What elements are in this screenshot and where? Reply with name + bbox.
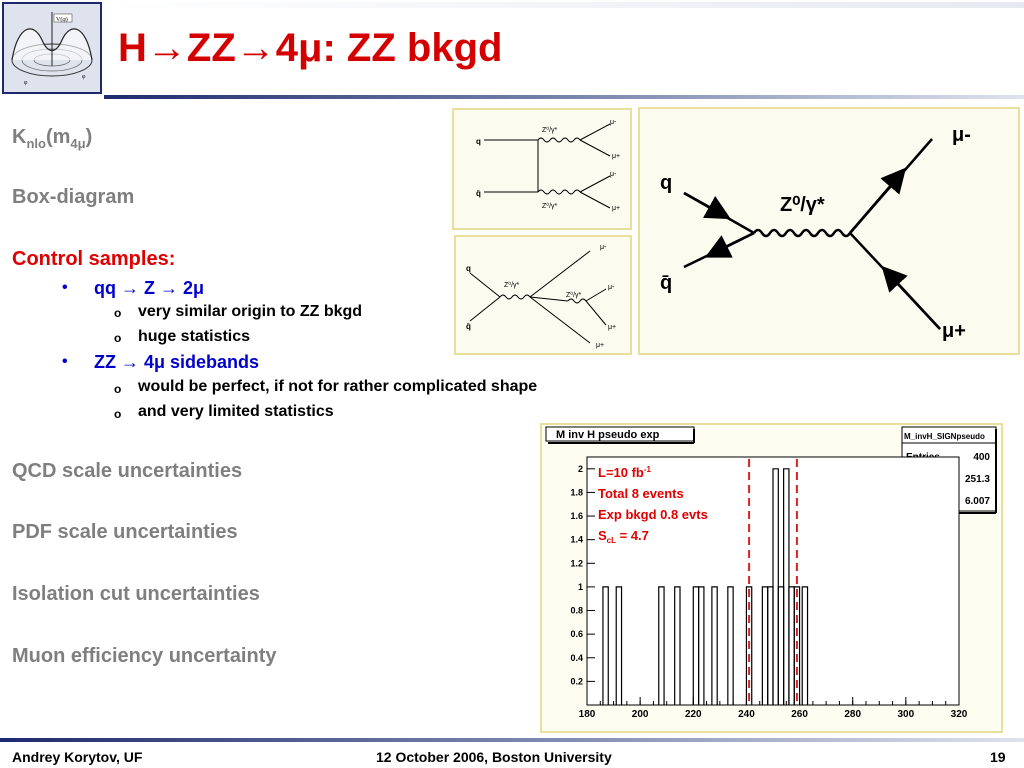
x-tick-label: 320 [950,709,968,720]
z-boson-label: Z⁰/γ* [566,292,582,299]
muon-plus-label: μ+ [942,320,966,342]
bullet-qq: qq → Z → 2μ [94,278,205,298]
footer-date: 12 October 2006, Boston University [376,749,612,765]
box-diagram-heading: Box-diagram [12,186,135,208]
quark-label: q [476,137,481,146]
chain-feynman-diagram [454,235,632,355]
qcd-heading: QCD scale uncertainties [12,460,243,482]
histogram-chart [542,425,1001,731]
muon-label: μ- [600,244,607,251]
control-samples-heading: Control samples: [12,248,176,270]
y-tick-label: 1 [577,581,583,592]
stats-value: 6.007 [964,496,990,507]
x-tick-label: 260 [791,709,808,720]
s-channel-feynman-diagram [638,107,1020,355]
bullet-qq-sub1: very similar origin to ZZ bkgd [138,303,363,320]
svg-text:φ: φ [82,74,86,80]
y-tick-label: 1.8 [570,487,583,498]
header-divider [104,95,1024,99]
muon-heading: Muon efficiency uncertainty [12,645,277,667]
bullet-zz-sub1: would be perfect, if not for rather complicated shape [138,378,538,395]
z-boson-label: Z⁰/γ* [780,194,825,216]
bullet-zz: ZZ → 4μ sidebands [94,352,260,372]
antiquark-label: q̄ [466,322,471,331]
x-tick-label: 240 [738,709,755,720]
expected-background-annotation: Exp bkgd 0.8 evts [598,507,708,522]
luminosity-annotation: L=10 $fb^{-1}$ [598,465,651,480]
antiquark-label: q̄ [660,272,673,294]
total-events-annotation: Total 8 events [598,486,684,501]
muon-label: μ+ [596,342,605,349]
quark-label: q [466,264,471,273]
antiquark-label: q̄ [476,189,481,198]
stats-value: 400 [973,452,990,463]
sub-bullet-marker: o [114,331,122,345]
sub-bullet-marker: o [114,407,122,421]
logo [2,2,102,94]
z-boson-label: Z⁰/γ* [504,282,520,289]
muon-label: μ- [610,171,617,178]
sub-bullet-marker: o [114,306,122,320]
muon-label: μ+ [612,205,621,212]
z-boson-label: Z⁰/γ* [542,203,558,210]
pdf-heading: PDF scale uncertainties [12,521,238,543]
bullet-zz-sub2: and very limited statistics [138,403,334,420]
header-gradient [104,2,1024,8]
bullet-dot: • [62,353,68,370]
y-tick-label: 1.4 [570,534,583,545]
knlo-heading: $K_{nlo}(m_{4\mu})$ [12,126,93,151]
y-tick-label: 1.2 [570,558,583,569]
bullet-qq-sub2: huge statistics [138,328,251,345]
y-tick-label: 2 [577,463,583,474]
muon-label: μ- [610,119,617,126]
stats-value: 251.3 [964,474,990,485]
box-feynman-diagram [452,108,632,230]
histogram-panel [540,423,1003,733]
muon-label: μ- [608,284,615,291]
svg-text:V(φ): V(φ) [56,17,68,23]
z-boson-label: Z⁰/γ* [542,127,558,134]
y-tick-label: 0.6 [570,629,583,640]
quark-label: q [660,172,673,194]
stats-box-title: M_invH_SIGNpseudo [904,432,985,441]
footer-author: Andrey Korytov, UF [12,749,143,765]
muon-label: μ+ [612,153,621,160]
bullet-dot: • [62,279,68,296]
x-tick-label: 200 [631,709,649,720]
y-tick-label: 0.4 [570,652,583,663]
muon-label: μ+ [608,324,617,331]
x-tick-label: 280 [844,709,862,720]
significance-annotation: $S_{cL} = 4.7$ [598,528,649,545]
y-tick-label: 0.2 [570,676,583,687]
potential-surface-icon [4,4,100,92]
page-number: 19 [990,749,1006,765]
footer-divider [0,738,1024,742]
page-title: H→ZZ→4μ: ZZ bkgd [118,26,503,70]
sub-bullet-marker: o [114,382,122,396]
x-tick-label: 220 [684,709,702,720]
x-tick-label: 300 [897,709,915,720]
y-tick-label: 1.6 [570,511,583,522]
svg-text:φ: φ [24,80,28,86]
isolation-heading: Isolation cut uncertainties [12,583,260,605]
x-tick-label: 180 [578,709,596,720]
muon-minus-label: μ- [952,124,971,146]
histogram-title: M inv H pseudo exp [556,429,660,441]
y-tick-label: 0.8 [570,605,583,616]
